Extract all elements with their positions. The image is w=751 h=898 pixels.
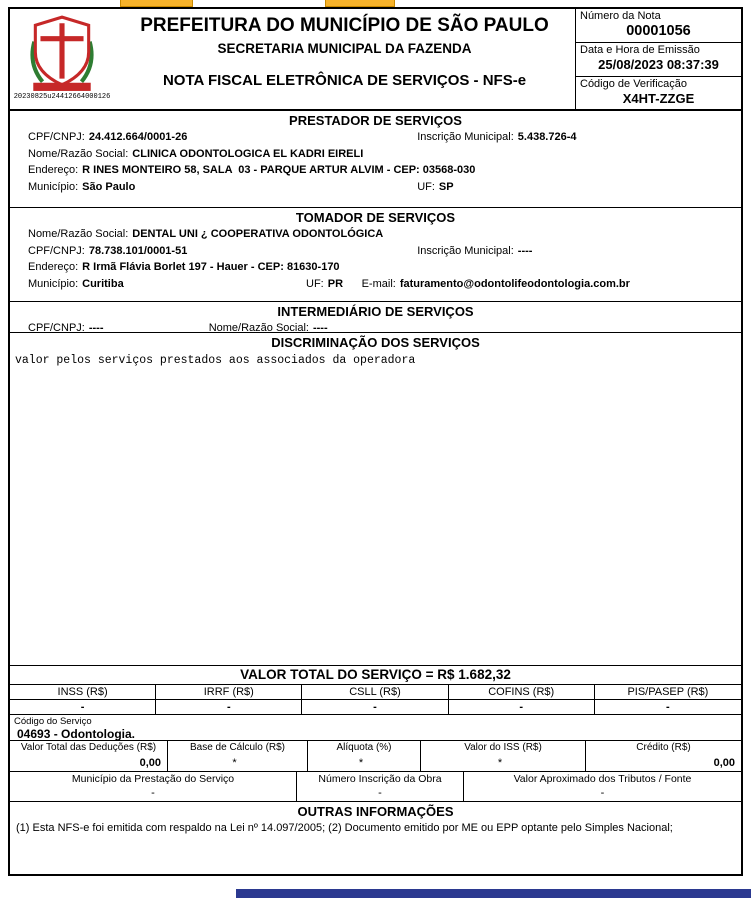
- section-outras-informacoes: [10, 801, 741, 874]
- tomador-endereco-value: R Irmã Flávia Borlet 197 - Hauer - CEP: 81630-170: [82, 261, 340, 273]
- impostos-col-csll: [302, 685, 448, 714]
- local-value: -: [151, 787, 155, 799]
- local-col-obra: [297, 772, 464, 801]
- tomador-nome-label: Nome/Razão Social:: [28, 228, 129, 240]
- nota-verificacao-value: X4HT-ZZGE: [622, 90, 695, 106]
- deducoes-label: Crédito (R$): [636, 742, 691, 753]
- discriminacao-title: DISCRIMINAÇÃO DOS SERVIÇOS: [271, 335, 480, 350]
- prestador-nome-label: Nome/Razão Social:: [28, 147, 129, 160]
- outras-title: OUTRAS INFORMAÇÕES: [297, 804, 454, 819]
- deducoes-value: *: [232, 757, 237, 769]
- deducoes-col-aliquota: [308, 741, 421, 771]
- nota-emissao-value: 25/08/2023 08:37:39: [598, 57, 719, 73]
- local-table: [10, 771, 741, 801]
- tomador-email-value: faturamento@odontolifeodontologia.com.br: [399, 277, 630, 290]
- deducoes-label: Valor Total das Deduções (R$): [20, 742, 157, 753]
- impostos-col-cofins: [449, 685, 595, 714]
- prestador-im-label: Inscrição Municipal:: [417, 131, 514, 143]
- sao-paulo-crest-logo-icon: [27, 13, 97, 93]
- impostos-header: IRRF (R$): [156, 685, 301, 700]
- prestador-municipio-value: São Paulo: [82, 180, 136, 193]
- local-value: -: [600, 787, 605, 799]
- deducoes-value: 0,00: [713, 757, 735, 769]
- prestador-title: PRESTADOR DE SERVIÇOS: [289, 113, 462, 128]
- tomador-email-label: E-mail:: [361, 277, 396, 290]
- nota-verificacao-label: Código de Verificação: [580, 77, 688, 90]
- prestador-endereco-value: R INES MONTEIRO 58, SALA 03 - PARQUE ARTUR ALVIM - CEP: 03568-030: [82, 164, 476, 176]
- tomador-im-value: ----: [517, 244, 533, 257]
- deducoes-col-deducoes: [10, 741, 168, 771]
- impostos-col-pispasep: [595, 685, 741, 714]
- impostos-table: [10, 684, 741, 714]
- header-titles: [114, 9, 575, 109]
- prestador-im-value: 5.438.726-4: [517, 131, 577, 143]
- discriminacao-text: valor pelos serviços prestados aos associados da operadora: [15, 354, 416, 367]
- deducoes-label: Alíquota (%): [336, 742, 392, 753]
- nota-verificacao-block: [576, 76, 741, 109]
- deducoes-value: *: [497, 757, 503, 769]
- barcode-text: 20230825u24412664000126: [13, 93, 111, 101]
- section-discriminacao: [10, 332, 741, 665]
- tomador-nome-value: DENTAL UNI ¿ COOPERATIVA ODONTOLÓGICA: [132, 228, 384, 240]
- codigo-servico-value: 04693 - Odontologia.: [17, 727, 136, 741]
- deducoes-value: 0,00: [139, 757, 161, 769]
- document-header: [10, 9, 741, 109]
- deducoes-value: *: [358, 757, 364, 769]
- impostos-header: INSS (R$): [10, 685, 155, 700]
- logo-cell: [10, 9, 114, 109]
- deducoes-label: Valor do ISS (R$): [464, 742, 542, 753]
- deducoes-col-credito: [586, 741, 741, 771]
- top-tab-button-1[interactable]: [120, 0, 193, 7]
- impostos-value: -: [666, 701, 670, 713]
- impostos-value: -: [519, 701, 524, 713]
- tomador-title: TOMADOR DE SERVIÇOS: [295, 210, 456, 225]
- intermediario-cpf-value: ----: [88, 322, 104, 334]
- intermediario-title: INTERMEDIÁRIO DE SERVIÇOS: [277, 304, 474, 319]
- local-label: Número Inscrição da Obra: [318, 773, 442, 785]
- prestador-uf-label: UF:: [417, 180, 435, 193]
- codigo-servico-label: Código do Serviço: [14, 716, 92, 727]
- impostos-col-inss: [10, 685, 156, 714]
- tomador-cpf-label: CPF/CNPJ:: [28, 244, 85, 257]
- local-label: Valor Aproximado dos Tributos / Fonte: [513, 773, 692, 785]
- prestador-endereco-label: Endereço:: [28, 164, 79, 176]
- local-label: Município da Prestação do Serviço: [71, 773, 235, 785]
- page-title: PREFEITURA DO MUNICÍPIO DE SÃO PAULO: [140, 15, 549, 36]
- local-value: -: [378, 787, 382, 799]
- intermediario-nome-value: ----: [312, 322, 328, 334]
- outras-text: (1) Esta NFS-e foi emitida com respaldo na Lei nº 14.097/2005; (2) Documento emitido por ME ou EPP optante pelo Simples Nacional;: [16, 822, 673, 834]
- local-col-tributos: [464, 772, 741, 801]
- section-tomador: [10, 207, 741, 301]
- tomador-municipio-label: Município:: [28, 277, 79, 290]
- prestador-uf-value: SP: [438, 180, 454, 193]
- impostos-header: PIS/PASEP (R$): [595, 685, 741, 700]
- deducoes-col-valor-iss: [421, 741, 586, 771]
- impostos-value: -: [226, 701, 231, 713]
- prestador-nome-value: CLINICA ODONTOLOGICA EL KADRI EIRELI: [132, 147, 364, 160]
- deducoes-col-base-calculo: [168, 741, 308, 771]
- bottom-blue-bar: [236, 889, 751, 898]
- intermediario-cpf-label: CPF/CNPJ:: [28, 322, 85, 334]
- nota-emissao-block: [576, 42, 741, 75]
- nota-numero-block: [576, 9, 741, 42]
- prestador-cpf-value: 24.412.664/0001-26: [88, 131, 188, 143]
- deducoes-table: [10, 740, 741, 771]
- nfse-document: [8, 7, 743, 876]
- impostos-value: -: [80, 701, 85, 713]
- prestador-municipio-label: Município:: [28, 180, 79, 193]
- top-tab-button-2[interactable]: [325, 0, 395, 7]
- deducoes-label: Base de Cálculo (R$): [189, 742, 286, 753]
- nota-info-box: [575, 9, 741, 109]
- section-prestador: [10, 109, 741, 207]
- impostos-header: COFINS (R$): [449, 685, 594, 700]
- page-subtitle: SECRETARIA MUNICIPAL DA FAZENDA: [217, 41, 472, 56]
- impostos-header: CSLL (R$): [302, 685, 447, 700]
- prestador-cpf-label: CPF/CNPJ:: [28, 131, 85, 143]
- tomador-uf-label: UF:: [306, 277, 324, 290]
- document-title: NOTA FISCAL ELETRÔNICA DE SERVIÇOS - NFS-e: [162, 72, 527, 89]
- section-intermediario: [10, 301, 741, 332]
- nota-numero-value: 00001056: [626, 23, 691, 39]
- impostos-value: -: [373, 701, 377, 713]
- impostos-col-irrf: [156, 685, 302, 714]
- nota-emissao-label: Data e Hora de Emissão: [580, 44, 700, 57]
- tomador-cpf-value: 78.738.101/0001-51: [88, 244, 188, 257]
- intermediario-nome-label: Nome/Razão Social:: [208, 322, 309, 334]
- codigo-servico-box: [10, 714, 741, 740]
- tomador-im-label: Inscrição Municipal:: [417, 244, 514, 257]
- valor-total-row: VALOR TOTAL DO SERVIÇO = R$ 1.682,32: [10, 665, 741, 684]
- nota-numero-label: Número da Nota: [580, 10, 661, 22]
- tomador-municipio-value: Curitiba: [82, 277, 124, 290]
- local-col-municipio: [10, 772, 297, 801]
- tomador-endereco-label: Endereço:: [28, 261, 79, 273]
- tomador-uf-value: PR: [327, 277, 344, 290]
